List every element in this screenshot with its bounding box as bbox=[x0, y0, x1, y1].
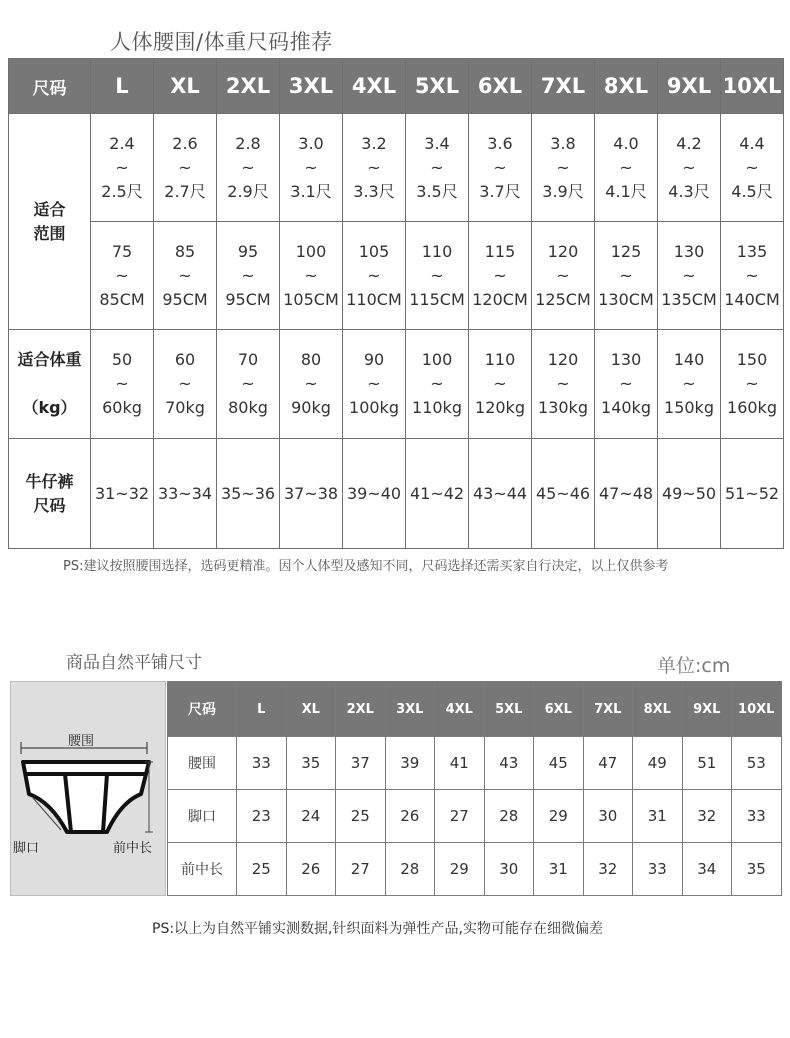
flat-row-label: 脚口 bbox=[168, 790, 237, 843]
range-to: 3.1尺 bbox=[290, 181, 332, 201]
waist-cm-cell bbox=[595, 222, 658, 330]
flat-size-header: 5XL bbox=[484, 682, 534, 737]
range-tilde: ~ bbox=[493, 157, 507, 177]
range-to: 125CM bbox=[535, 289, 591, 309]
flat-cell: 30 bbox=[583, 790, 633, 843]
waist-cm-cell bbox=[469, 222, 532, 330]
size-header: 3XL bbox=[280, 59, 343, 114]
range-tilde: ~ bbox=[619, 157, 633, 177]
flat-cell: 27 bbox=[435, 790, 485, 843]
range-tilde: ~ bbox=[241, 374, 255, 393]
range-tilde: ~ bbox=[682, 157, 696, 177]
flat-cell: 23 bbox=[237, 790, 287, 843]
range-from: 120 bbox=[547, 241, 579, 261]
weight-cell bbox=[469, 330, 532, 439]
waist-chi-cell bbox=[280, 114, 343, 222]
jeans-cell: 41~42 bbox=[406, 439, 469, 549]
range-tilde: ~ bbox=[556, 374, 570, 393]
range-to: 135CM bbox=[661, 289, 717, 309]
waist-chi-cell bbox=[532, 114, 595, 222]
range-to: 100kg bbox=[349, 398, 399, 417]
flat-cell: 26 bbox=[385, 790, 435, 843]
briefs-icon bbox=[11, 682, 167, 897]
flat-cell: 43 bbox=[484, 737, 534, 790]
waist-chi-cell bbox=[217, 114, 280, 222]
jeans-cell: 47~48 bbox=[595, 439, 658, 549]
range-to: 160kg bbox=[727, 398, 777, 417]
flat-cell: 35 bbox=[286, 737, 336, 790]
range-to: 2.9尺 bbox=[227, 181, 269, 201]
range-tilde: ~ bbox=[178, 265, 192, 285]
size-recommend-table bbox=[8, 58, 784, 549]
range-to: 95CM bbox=[162, 289, 208, 309]
jeans-cell: 51~52 bbox=[721, 439, 784, 549]
range-to: 95CM bbox=[225, 289, 271, 309]
waist-cm-cell bbox=[721, 222, 784, 330]
range-from: 75 bbox=[111, 241, 133, 261]
flat-size-header: 10XL bbox=[732, 682, 782, 737]
range-tilde: ~ bbox=[304, 157, 318, 177]
range-from: 4.2 bbox=[676, 133, 702, 153]
recommend-note: PS:建议按照腰围选择，选码更精准。因个人体型及感知不同，尺码选择还需买家自行决定，以上仅供参考 bbox=[63, 559, 669, 574]
flat-cell: 37 bbox=[336, 737, 386, 790]
weight-cell bbox=[343, 330, 406, 439]
diagram-waist-label: 腰围 bbox=[68, 734, 95, 749]
flat-size-header: XL bbox=[286, 682, 336, 737]
weight-cell bbox=[280, 330, 343, 439]
flat-waist-row bbox=[168, 737, 782, 790]
range-to: 3.7尺 bbox=[479, 181, 521, 201]
waist-chi-cell bbox=[343, 114, 406, 222]
flat-header-label: 尺码 bbox=[168, 682, 237, 737]
size-header: 8XL bbox=[595, 59, 658, 114]
weight-label-line1: 适合体重 bbox=[17, 350, 82, 369]
waist-chi-cell bbox=[91, 114, 154, 222]
range-tilde: ~ bbox=[430, 157, 444, 177]
range-tilde: ~ bbox=[556, 157, 570, 177]
range-tilde: ~ bbox=[619, 265, 633, 285]
range-tilde: ~ bbox=[493, 374, 507, 393]
range-to: 60kg bbox=[102, 398, 142, 417]
waist-chi-cell bbox=[595, 114, 658, 222]
weight-cell bbox=[406, 330, 469, 439]
flat-cell: 25 bbox=[336, 790, 386, 843]
flat-cell: 33 bbox=[237, 737, 287, 790]
range-from: 100 bbox=[295, 241, 327, 261]
unit-label: 单位:cm bbox=[657, 655, 731, 677]
flat-cell: 31 bbox=[633, 790, 683, 843]
range-tilde: ~ bbox=[430, 374, 444, 393]
range-to: 110kg bbox=[412, 398, 462, 417]
range-to: 90kg bbox=[291, 398, 331, 417]
flat-cell: 27 bbox=[336, 843, 386, 896]
flat-cell: 32 bbox=[682, 790, 732, 843]
flat-rise-row bbox=[168, 843, 782, 896]
range-to: 3.3尺 bbox=[353, 181, 395, 201]
waist-cm-cell bbox=[532, 222, 595, 330]
fit-range-label bbox=[9, 114, 91, 330]
waist-cm-cell bbox=[91, 222, 154, 330]
jeans-cell: 39~40 bbox=[343, 439, 406, 549]
flat-size-header: 8XL bbox=[633, 682, 683, 737]
range-to: 4.3尺 bbox=[668, 181, 710, 201]
flat-cell: 39 bbox=[385, 737, 435, 790]
flat-size-header: L bbox=[237, 682, 287, 737]
range-tilde: ~ bbox=[304, 265, 318, 285]
range-to: 150kg bbox=[664, 398, 714, 417]
flat-cell: 33 bbox=[633, 843, 683, 896]
diagram-rise-label: 前中长 bbox=[113, 841, 153, 856]
range-to: 105CM bbox=[283, 289, 339, 309]
flat-cell: 32 bbox=[583, 843, 633, 896]
range-to: 4.1尺 bbox=[605, 181, 647, 201]
range-from: 115 bbox=[484, 241, 516, 261]
range-tilde: ~ bbox=[367, 265, 381, 285]
flat-cell: 28 bbox=[484, 790, 534, 843]
range-from: 125 bbox=[610, 241, 642, 261]
range-to: 3.5尺 bbox=[416, 181, 458, 201]
jeans-cell: 35~36 bbox=[217, 439, 280, 549]
size-header: 10XL bbox=[721, 59, 784, 114]
range-tilde: ~ bbox=[682, 265, 696, 285]
range-tilde: ~ bbox=[745, 157, 759, 177]
range-tilde: ~ bbox=[493, 265, 507, 285]
flat-row-label: 前中长 bbox=[168, 843, 237, 896]
range-from: 140 bbox=[673, 350, 705, 369]
range-to: 4.5尺 bbox=[731, 181, 773, 201]
jeans-cell: 45~46 bbox=[532, 439, 595, 549]
range-tilde: ~ bbox=[619, 374, 633, 393]
range-from: 3.4 bbox=[424, 133, 450, 153]
range-to: 130CM bbox=[598, 289, 654, 309]
flat-row-label: 腰围 bbox=[168, 737, 237, 790]
range-from: 105 bbox=[358, 241, 390, 261]
range-to: 70kg bbox=[165, 398, 205, 417]
flat-cell: 31 bbox=[534, 843, 584, 896]
range-tilde: ~ bbox=[430, 265, 444, 285]
range-from: 2.8 bbox=[235, 133, 261, 153]
weight-cell bbox=[595, 330, 658, 439]
weight-label-line2: （kg） bbox=[22, 398, 77, 417]
range-from: 4.4 bbox=[739, 133, 765, 153]
range-tilde: ~ bbox=[178, 374, 192, 393]
waist-cm-row bbox=[9, 222, 784, 330]
flat-cell: 29 bbox=[435, 843, 485, 896]
flat-size-header: 3XL bbox=[385, 682, 435, 737]
range-to: 140CM bbox=[724, 289, 780, 309]
waist-chi-cell bbox=[721, 114, 784, 222]
jeans-cell: 33~34 bbox=[154, 439, 217, 549]
flat-title: 商品自然平铺尺寸 bbox=[66, 653, 202, 673]
flat-size-header: 2XL bbox=[336, 682, 386, 737]
range-to: 115CM bbox=[409, 289, 465, 309]
range-from: 2.6 bbox=[172, 133, 198, 153]
size-header: 6XL bbox=[469, 59, 532, 114]
range-to: 2.7尺 bbox=[164, 181, 206, 201]
range-tilde: ~ bbox=[367, 374, 381, 393]
jeans-cell: 37~38 bbox=[280, 439, 343, 549]
flat-size-header: 9XL bbox=[682, 682, 732, 737]
flat-cell: 53 bbox=[732, 737, 782, 790]
weight-cell bbox=[721, 330, 784, 439]
range-to: 140kg bbox=[601, 398, 651, 417]
jeans-row bbox=[9, 439, 784, 549]
range-from: 110 bbox=[421, 241, 453, 261]
size-header: 9XL bbox=[658, 59, 721, 114]
range-from: 90 bbox=[363, 350, 385, 369]
flat-cell: 41 bbox=[435, 737, 485, 790]
flat-cell: 25 bbox=[237, 843, 287, 896]
range-tilde: ~ bbox=[241, 157, 255, 177]
waist-cm-cell bbox=[280, 222, 343, 330]
waist-cm-cell bbox=[217, 222, 280, 330]
range-from: 80 bbox=[300, 350, 322, 369]
flat-leg-row bbox=[168, 790, 782, 843]
range-from: 120 bbox=[547, 350, 579, 369]
waist-chi-row bbox=[9, 114, 784, 222]
jeans-cell: 31~32 bbox=[91, 439, 154, 549]
recommend-title: 人体腰围/体重尺码推荐 bbox=[110, 30, 333, 54]
range-from: 70 bbox=[237, 350, 259, 369]
waist-cm-cell bbox=[406, 222, 469, 330]
range-from: 60 bbox=[174, 350, 196, 369]
flat-cell: 28 bbox=[385, 843, 435, 896]
waist-chi-cell bbox=[469, 114, 532, 222]
jeans-label bbox=[9, 439, 91, 549]
range-from: 3.6 bbox=[487, 133, 513, 153]
weight-cell bbox=[154, 330, 217, 439]
flat-cell: 35 bbox=[732, 843, 782, 896]
flat-note: PS:以上为自然平铺实测数据,针织面料为弹性产品,实物可能存在细微偏差 bbox=[152, 921, 603, 937]
weight-label bbox=[9, 330, 91, 439]
range-to: 120CM bbox=[472, 289, 528, 309]
range-from: 50 bbox=[111, 350, 133, 369]
range-from: 2.4 bbox=[109, 133, 135, 153]
range-to: 120kg bbox=[475, 398, 525, 417]
range-to: 3.9尺 bbox=[542, 181, 584, 201]
waist-cm-cell bbox=[343, 222, 406, 330]
weight-cell bbox=[532, 330, 595, 439]
size-header-label: 尺码 bbox=[9, 59, 91, 114]
jeans-label-line2: 尺码 bbox=[33, 495, 66, 515]
waist-chi-cell bbox=[154, 114, 217, 222]
range-from: 4.0 bbox=[613, 133, 639, 153]
flat-cell: 51 bbox=[682, 737, 732, 790]
flat-cell: 33 bbox=[732, 790, 782, 843]
range-from: 130 bbox=[610, 350, 642, 369]
briefs-diagram bbox=[10, 681, 166, 896]
flat-size-header: 6XL bbox=[534, 682, 584, 737]
waist-cm-cell bbox=[658, 222, 721, 330]
flat-cell: 34 bbox=[682, 843, 732, 896]
flat-header-row bbox=[168, 682, 782, 737]
range-tilde: ~ bbox=[304, 374, 318, 393]
size-header: 5XL bbox=[406, 59, 469, 114]
range-from: 3.0 bbox=[298, 133, 324, 153]
flat-cell: 30 bbox=[484, 843, 534, 896]
range-to: 110CM bbox=[346, 289, 402, 309]
range-tilde: ~ bbox=[115, 265, 129, 285]
jeans-cell: 49~50 bbox=[658, 439, 721, 549]
range-from: 3.2 bbox=[361, 133, 387, 153]
size-header: 7XL bbox=[532, 59, 595, 114]
size-header: L bbox=[91, 59, 154, 114]
range-to: 2.5尺 bbox=[101, 181, 143, 201]
flat-size-table bbox=[167, 681, 782, 896]
range-from: 110 bbox=[484, 350, 516, 369]
range-tilde: ~ bbox=[682, 374, 696, 393]
flat-cell: 47 bbox=[583, 737, 633, 790]
range-from: 85 bbox=[174, 241, 196, 261]
flat-cell: 24 bbox=[286, 790, 336, 843]
range-tilde: ~ bbox=[556, 265, 570, 285]
size-header: 4XL bbox=[343, 59, 406, 114]
range-from: 150 bbox=[736, 350, 768, 369]
weight-row bbox=[9, 330, 784, 439]
range-to: 85CM bbox=[99, 289, 145, 309]
flat-cell: 29 bbox=[534, 790, 584, 843]
jeans-cell: 43~44 bbox=[469, 439, 532, 549]
diagram-leg-label: 脚口 bbox=[13, 841, 40, 856]
size-header: 2XL bbox=[217, 59, 280, 114]
range-tilde: ~ bbox=[745, 265, 759, 285]
waist-chi-cell bbox=[406, 114, 469, 222]
range-from: 95 bbox=[237, 241, 259, 261]
flat-cell: 45 bbox=[534, 737, 584, 790]
range-tilde: ~ bbox=[367, 157, 381, 177]
weight-cell bbox=[91, 330, 154, 439]
flat-cell: 26 bbox=[286, 843, 336, 896]
range-to: 80kg bbox=[228, 398, 268, 417]
range-from: 3.8 bbox=[550, 133, 576, 153]
range-tilde: ~ bbox=[115, 157, 129, 177]
size-header-row bbox=[9, 59, 784, 114]
range-to: 130kg bbox=[538, 398, 588, 417]
fit-range-label-text: 适合范围 bbox=[33, 199, 66, 243]
range-from: 135 bbox=[736, 241, 768, 261]
flat-cell: 49 bbox=[633, 737, 683, 790]
range-tilde: ~ bbox=[115, 374, 129, 393]
waist-chi-cell bbox=[658, 114, 721, 222]
flat-size-header: 7XL bbox=[583, 682, 633, 737]
weight-cell bbox=[217, 330, 280, 439]
range-tilde: ~ bbox=[745, 374, 759, 393]
range-from: 100 bbox=[421, 350, 453, 369]
range-tilde: ~ bbox=[178, 157, 192, 177]
jeans-label-line1: 牛仔裤 bbox=[25, 471, 74, 491]
waist-cm-cell bbox=[154, 222, 217, 330]
weight-cell bbox=[658, 330, 721, 439]
size-header: XL bbox=[154, 59, 217, 114]
range-from: 130 bbox=[673, 241, 705, 261]
flat-size-header: 4XL bbox=[435, 682, 485, 737]
range-tilde: ~ bbox=[241, 265, 255, 285]
